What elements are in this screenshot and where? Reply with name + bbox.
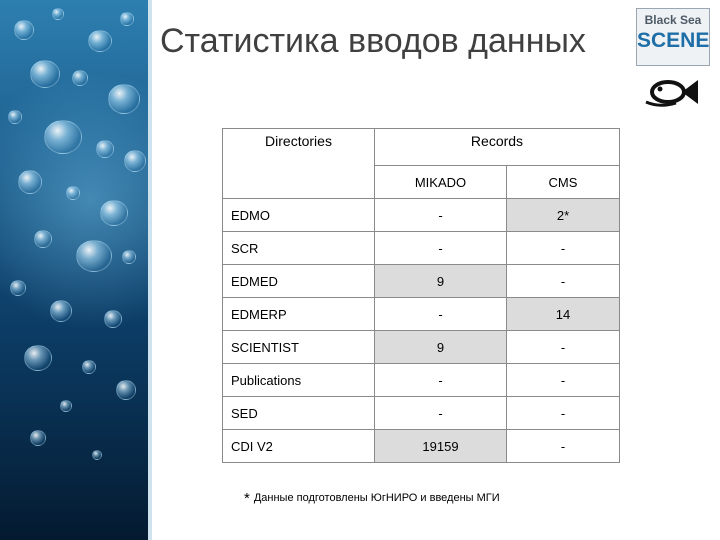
footnote-text: Данные подготовлены ЮгНИРО и введены МГИ (253, 492, 500, 504)
row-mikado: - (375, 364, 507, 397)
underwater-bubbles-image (0, 0, 152, 540)
row-mikado: - (375, 199, 507, 232)
row-cms: - (507, 265, 620, 298)
statistics-table (222, 128, 620, 463)
row-cms: - (507, 430, 620, 463)
row-mikado: - (375, 298, 507, 331)
row-name: SCIENTIST (223, 331, 375, 364)
logo-text-line1: Black Sea (644, 13, 702, 27)
table-row (223, 331, 620, 364)
logo-text-line2: SCENE (637, 29, 710, 52)
row-name: SCR (223, 232, 375, 265)
table-row (223, 199, 620, 232)
row-cms: 2* (507, 199, 620, 232)
footnote-mark: * (244, 490, 250, 507)
row-name: CDI V2 (223, 430, 375, 463)
row-cms: - (507, 364, 620, 397)
table-row (223, 298, 620, 331)
row-cms: 14 (507, 298, 620, 331)
header-mikado: MIKADO (375, 166, 507, 199)
table-header-row (223, 129, 620, 166)
row-name: SED (223, 397, 375, 430)
row-name: Publications (223, 364, 375, 397)
header-directories: Directories (223, 129, 375, 199)
table-row (223, 430, 620, 463)
table-row (223, 397, 620, 430)
row-name: EDMERP (223, 298, 375, 331)
slide-title: Статистика вводов данных (160, 22, 586, 60)
footnote (244, 488, 500, 505)
row-mikado: 19159 (375, 430, 507, 463)
table-row (223, 232, 620, 265)
row-cms: - (507, 232, 620, 265)
fish-logo-icon (640, 72, 704, 112)
row-name: EDMED (223, 265, 375, 298)
row-cms: - (507, 397, 620, 430)
header-records: Records (375, 129, 620, 166)
row-mikado: - (375, 232, 507, 265)
black-sea-scene-logo (636, 8, 710, 66)
table-row (223, 364, 620, 397)
header-cms: CMS (507, 166, 620, 199)
table-row (223, 265, 620, 298)
row-name: EDMO (223, 199, 375, 232)
row-cms: - (507, 331, 620, 364)
row-mikado: 9 (375, 331, 507, 364)
row-mikado: - (375, 397, 507, 430)
row-mikado: 9 (375, 265, 507, 298)
